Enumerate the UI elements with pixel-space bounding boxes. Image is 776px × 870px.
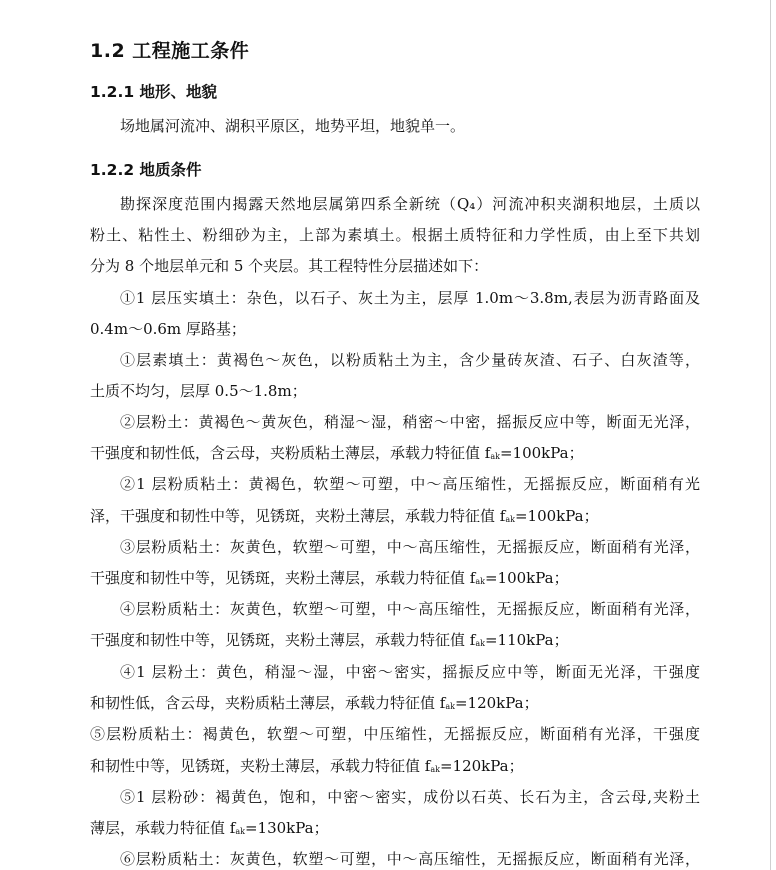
paragraph-line: 0.4m～0.6m 厚路基；	[90, 320, 246, 338]
paragraph-line: ②1 层粉质粘土：黄褐色，软塑～可塑，中～高压缩性，无摇振反应，断面稍有光	[120, 475, 700, 493]
paragraph-terrain: 场地属河流冲、湖积平原区，地势平坦，地貌单一。	[120, 117, 466, 135]
subscript-ak: ak	[430, 765, 440, 774]
paragraph-line: 干强度和韧性中等，见锈斑，夹粉土薄层，承载力特征值 $f_{ak}=100kPa$；	[90, 569, 569, 587]
page-edge-divider	[770, 0, 771, 870]
subscript-ak: ak	[475, 577, 485, 586]
paragraph-line: 和韧性中等，见锈斑，夹粉土薄层，承载力特征值 $f_{ak}=120kPa$；	[90, 757, 524, 775]
bearing-value: =100kPa；	[514, 507, 599, 525]
paragraph-line: ③层粉质粘土：灰黄色，软塑～可塑，中～高压缩性，无摇振反应，断面稍有光泽，	[120, 538, 700, 556]
paragraph-line: 勘探深度范围内揭露天然地层属第四系全新统（Q₄）河流冲积夹湖积地层，土质以	[120, 195, 700, 213]
subsection-heading-geology: 1.2.2 地质条件	[90, 161, 202, 179]
paragraph-line: 粉土、粘性土、粉细砂为主，上部为素填土。根据土质特征和力学性质，由上至下共划	[90, 226, 700, 244]
subscript-ak: ak	[475, 639, 485, 648]
bearing-value: =100kPa；	[484, 569, 569, 587]
subscript-ak: ak	[505, 515, 515, 524]
paragraph-line: 干强度和韧性中等，见锈斑，夹粉土薄层，承载力特征值 $f_{ak}=110kPa$；	[90, 631, 569, 649]
paragraph-line: 分为 8 个地层单元和 5 个夹层。其工程特性分层描述如下：	[90, 257, 489, 275]
bearing-value: =110kPa；	[484, 631, 569, 649]
subscript-ak: ak	[445, 702, 455, 711]
section-title: 1.2 工程施工条件	[90, 40, 250, 62]
paragraph-line: 干强度和韧性低，含云母，夹粉质粘土薄层，承载力特征值 $f_{ak}=100kPa$；	[90, 444, 584, 462]
paragraph-line: ①1 层压实填土：杂色，以石子、灰土为主，层厚 1.0m～3.8m,表层为沥青路面及	[120, 289, 700, 307]
subscript-ak: ak	[490, 452, 500, 461]
subscript-ak: ak	[235, 827, 245, 836]
bearing-value: =130kPa；	[244, 819, 329, 837]
bearing-value: =120kPa；	[454, 694, 539, 712]
subsection-heading-terrain: 1.2.1 地形、地貌	[90, 83, 218, 101]
paragraph-line: 和韧性低，含云母，夹粉质粘土薄层，承载力特征值 $f_{ak}=120kPa$；	[90, 694, 539, 712]
bearing-value: =100kPa；	[499, 444, 584, 462]
paragraph-line: ⑤层粉质粘土：褐黄色，软塑～可塑，中压缩性，无摇振反应，断面稍有光泽，干强度	[90, 725, 700, 743]
paragraph-line: ②层粉土：黄褐色～黄灰色，稍湿～湿，稍密～中密，摇振反应中等，断面无光泽，	[120, 413, 700, 431]
paragraph-line: ⑤1 层粉砂：褐黄色，饱和，中密～密实，成份以石英、长石为主，含云母,夹粉土	[120, 788, 700, 806]
paragraph-line: ①层素填土：黄褐色～灰色，以粉质粘土为主，含少量砖灰渣、石子、白灰渣等，	[120, 351, 700, 369]
paragraph-line: 泽，干强度和韧性中等，见锈斑，夹粉土薄层，承载力特征值 $f_{ak}=100kPa$；	[90, 507, 599, 525]
paragraph-line: 薄层，承载力特征值 $f_{ak}=130kPa$；	[90, 819, 329, 837]
paragraph-line: 土质不均匀，层厚 0.5～1.8m；	[90, 382, 307, 400]
paragraph-line: ⑥层粉质粘土：灰黄色，软塑～可塑，中～高压缩性，无摇振反应，断面稍有光泽，	[120, 850, 700, 868]
paragraph-line: ④层粉质粘土：灰黄色，软塑～可塑，中～高压缩性，无摇振反应，断面稍有光泽，	[120, 600, 700, 618]
paragraph-line: ④1 层粉土：黄色，稍湿～湿，中密～密实，摇振反应中等，断面无光泽，干强度	[120, 663, 700, 681]
bearing-value: =120kPa；	[439, 757, 524, 775]
